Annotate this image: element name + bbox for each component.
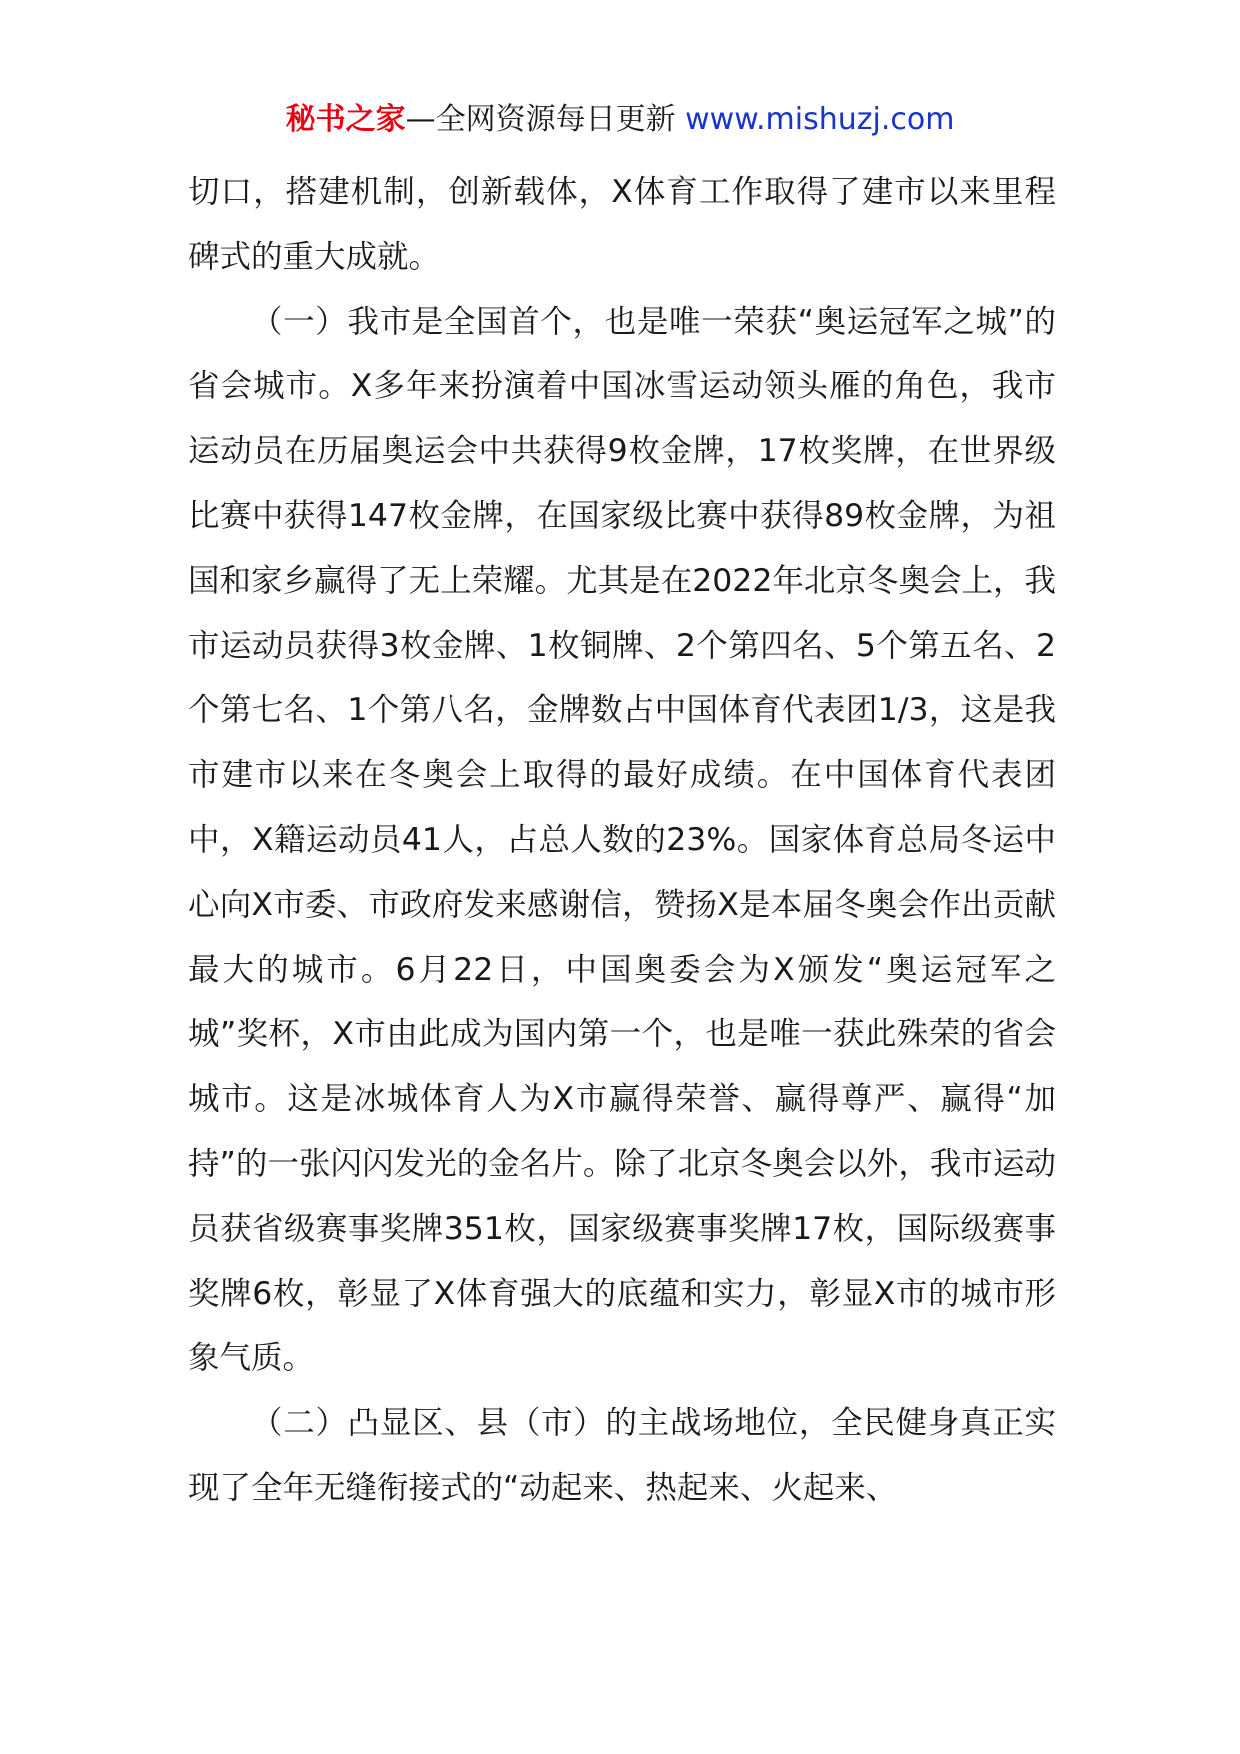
- site-tagline: —全网资源每日更新: [405, 102, 686, 137]
- site-header: [0, 98, 1240, 142]
- paragraph-section-two: （二）凸显区、县（市）的主战场地位，全民健身真正实现了全年无缝衔接式的“动起来、热起来、火起来、: [188, 1405, 1056, 1506]
- paragraph-continuation: 切口，搭建机制，创新载体，X体育工作取得了建市以来里程碑式的重大成就。: [188, 174, 1056, 275]
- document-body: [188, 160, 1056, 1521]
- paragraph-section-one: （一）我市是全国首个，也是唯一荣获“奥运冠军之城”的省会城市。X多年来扮演着中国冰雪运动领头雁的角色，我市运动员在历届奥运会中共获得9枚金牌，17枚奖牌，在世界级比赛中获得147枚金牌，在国家级比赛中获得89枚金牌，为祖国和家乡赢得了无上荣耀。尤其是在2022年北京冬奥会上，我市运动员获得3枚金牌、1枚铜牌、2个第四名、5个第五名、2个第七名、1个第八名，金牌数占中国体育代表团1/3，这是我市建市以来在冬奥会上取得的最好成绩。在中国体育代表团中，X籍运动员41人，占总人数的23%。国家体育总局冬运中心向X市委、市政府发来感谢信，赞扬X是本届冬奥会作出贡献最大的城市。6月22日，中国奥委会为X颁发“奥运冠军之城”奖杯，X市由此成为国内第一个，也是唯一获此殊荣的省会城市。这是冰城体育人为X市赢得荣誉、赢得尊严、赢得“加持”的一张闪闪发光的金名片。除了北京冬奥会以外，我市运动员获省级赛事奖牌351枚，国家级赛事奖牌17枚，国际级赛事奖牌6枚，彰显了X体育强大的底蕴和实力，彰显X市的城市形象气质。: [188, 303, 1056, 1377]
- site-url-link[interactable]: www.mishuzj.com: [685, 102, 955, 137]
- site-brand: 秘书之家: [285, 102, 406, 137]
